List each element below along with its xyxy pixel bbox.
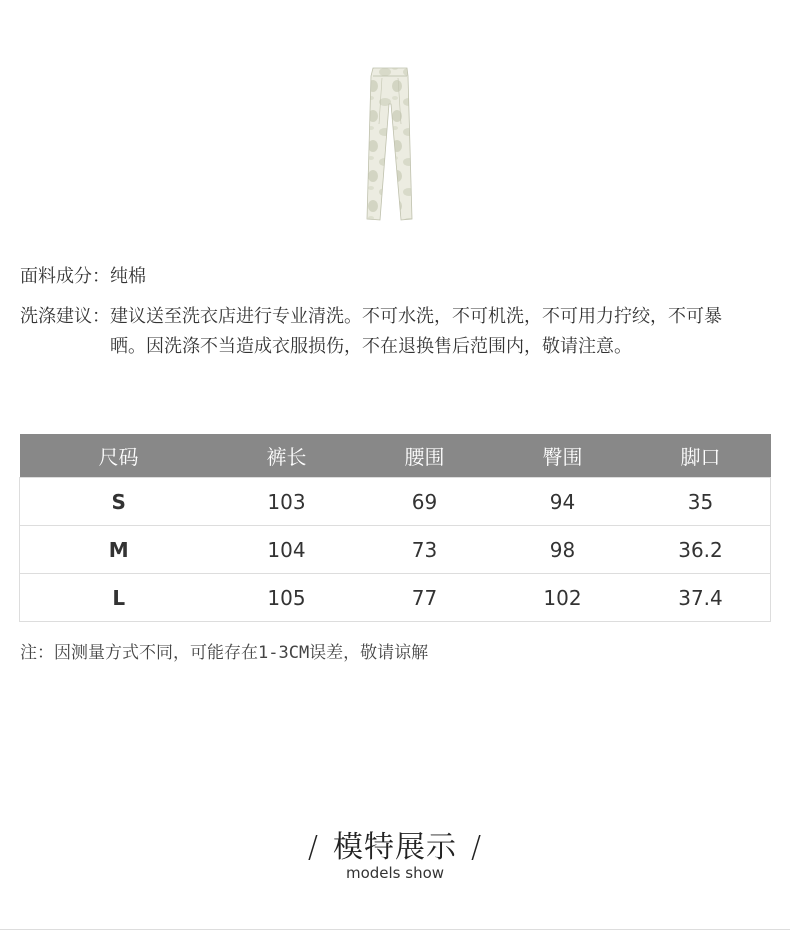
models-section-subtitle: models show <box>345 864 445 882</box>
fabric-value: 纯棉 <box>110 266 146 287</box>
header-waist: 腰围 <box>356 434 494 478</box>
cell-size: L <box>20 574 218 622</box>
cell-spacer <box>770 574 771 622</box>
table-row <box>20 574 771 622</box>
size-table <box>19 434 771 622</box>
care-label: 洗涤建议： <box>20 306 110 327</box>
models-section-title <box>0 822 790 866</box>
divider <box>0 929 790 930</box>
models-title-text: 模特展示 <box>333 830 457 865</box>
care-info <box>20 302 750 362</box>
slash-left: / <box>307 830 319 865</box>
measurement-note: 注：因测量方式不同，可能存在1-3CM误差，敬请谅解 <box>20 643 429 663</box>
cell-hip: 102 <box>494 574 632 622</box>
table-row <box>20 478 771 526</box>
header-length: 裤长 <box>218 434 356 478</box>
fabric-info <box>20 262 146 292</box>
cell-hem: 37.4 <box>632 574 770 622</box>
cell-hem: 35 <box>632 478 770 526</box>
fabric-label: 面料成分： <box>20 266 110 287</box>
cell-length: 103 <box>218 478 356 526</box>
cell-waist: 73 <box>356 526 494 574</box>
cell-size: S <box>20 478 218 526</box>
header-hem: 脚口 <box>632 434 770 478</box>
cell-length: 104 <box>218 526 356 574</box>
cell-waist: 77 <box>356 574 494 622</box>
header-spacer <box>770 434 771 478</box>
cell-spacer <box>770 478 771 526</box>
cell-hip: 94 <box>494 478 632 526</box>
cell-waist: 69 <box>356 478 494 526</box>
cell-spacer <box>770 526 771 574</box>
cell-length: 105 <box>218 574 356 622</box>
cell-hip: 98 <box>494 526 632 574</box>
cell-size: M <box>20 526 218 574</box>
cell-hem: 36.2 <box>632 526 770 574</box>
product-image <box>355 64 425 224</box>
header-size: 尺码 <box>20 434 218 478</box>
header-hip: 臀围 <box>494 434 632 478</box>
size-table-header <box>20 434 771 478</box>
slash-right: / <box>471 830 483 865</box>
table-row <box>20 526 771 574</box>
care-value: 建议送至洗衣店进行专业清洗。不可水洗，不可机洗，不可用力拧绞，不可暴晒。因洗涤不当造成衣服损伤，不在退换售后范围内，敬请注意。 <box>110 306 722 357</box>
